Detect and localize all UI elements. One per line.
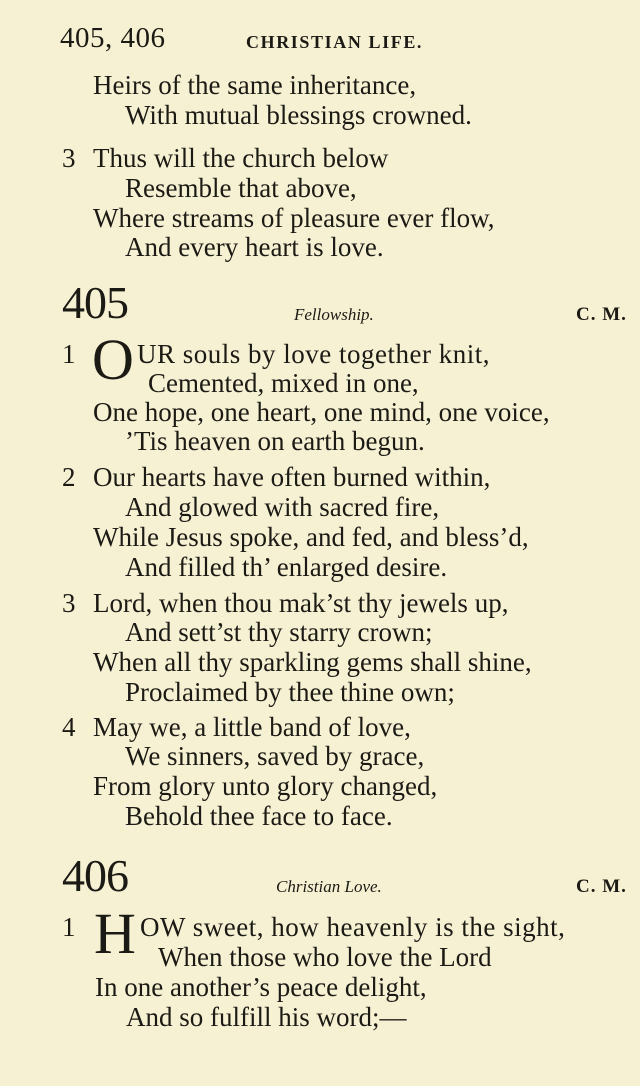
verse-line: Heirs of the same inheritance, — [93, 70, 417, 100]
verse-line: From glory unto glory changed, — [93, 771, 438, 801]
verse-number: 4 — [62, 712, 76, 742]
verse-line: May we, a little band of love, — [93, 712, 411, 742]
verse-number: 1 — [62, 339, 76, 369]
verse-line: And sett’st thy starry crown; — [125, 617, 433, 647]
drop-cap: H — [94, 901, 136, 966]
verse-line: Behold thee face to face. — [125, 801, 393, 831]
verse-line: Proclaimed by thee thine own; — [125, 677, 455, 707]
drop-cap: O — [92, 327, 134, 392]
verse-line: One hope, one heart, one mind, one voice, — [93, 397, 550, 427]
verse-line: And filled th’ enlarged desire. — [125, 552, 448, 582]
hymn-title: Fellowship. — [294, 305, 374, 324]
verse-line: In one another’s peace delight, — [95, 972, 427, 1002]
verse-line: And so fulfill his word;— — [126, 1002, 407, 1032]
page-header — [60, 22, 620, 56]
verse-line: While Jesus spoke, and fed, and bless’d, — [93, 522, 529, 552]
verse-line: Our hearts have often burned within, — [93, 462, 491, 492]
hymn-meter: C. M. — [576, 876, 627, 897]
hymn-title: Christian Love. — [276, 877, 382, 896]
verse-line: ’Tis heaven on earth begun. — [125, 426, 425, 456]
verse-line: UR souls by love together knit, — [137, 339, 490, 369]
verse-line: And glowed with sacred fire, — [125, 492, 440, 522]
verse-line: When those who love the Lord — [158, 942, 492, 972]
verse-number: 3 — [62, 143, 76, 173]
page-numbers: 405, 406 — [60, 22, 166, 54]
verse-number: 3 — [62, 588, 76, 618]
running-head: CHRISTIAN LIFE. — [246, 32, 424, 52]
hymn-number: 405 — [62, 277, 128, 328]
verse-number: 2 — [62, 462, 76, 492]
verse-line: We sinners, saved by grace, — [125, 741, 425, 771]
verse-line: Lord, when thou mak’st thy jewels up, — [93, 588, 509, 618]
hymn-meter: C. M. — [576, 304, 627, 325]
verse-number: 1 — [62, 912, 76, 942]
verse-line: When all thy sparkling gems shall shine, — [93, 647, 532, 677]
verse-line: And every heart is love. — [125, 232, 384, 262]
verse-line: Where streams of pleasure ever flow, — [93, 203, 495, 233]
verse-line: Cemented, mixed in one, — [148, 368, 419, 398]
verse-line: Resemble that above, — [125, 173, 357, 203]
verse-line: OW sweet, how heavenly is the sight, — [140, 912, 566, 942]
hymn-number: 406 — [62, 850, 128, 901]
verse-line: Thus will the church below — [93, 143, 389, 173]
verse-line: With mutual blessings crowned. — [125, 100, 472, 130]
